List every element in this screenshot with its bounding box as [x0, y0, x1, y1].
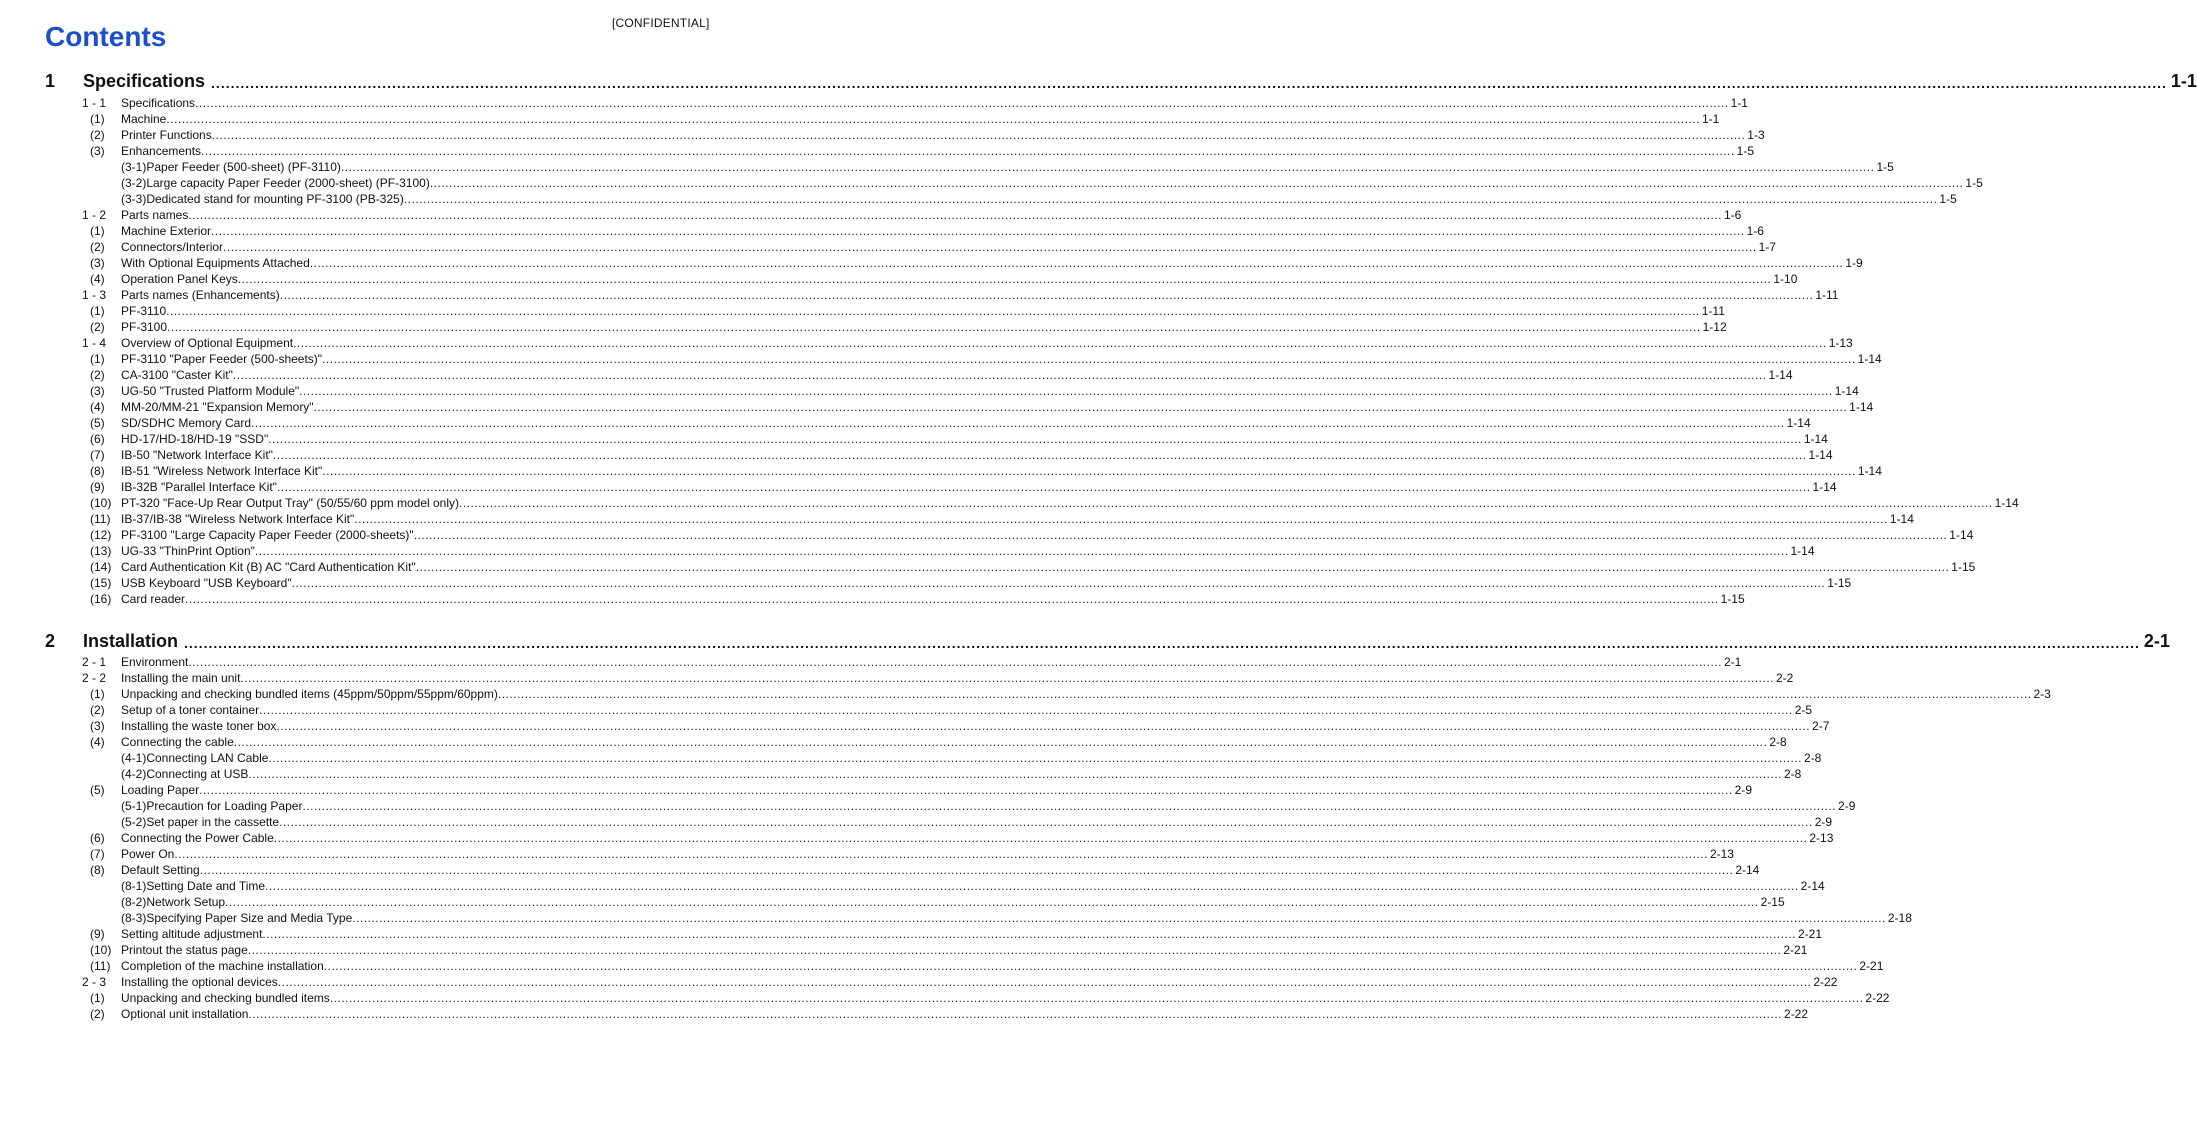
- dot-leader: ................................................................................................................................................................................................................................................................................................................................................................................................................: [248, 1007, 1783, 1021]
- entry-page: 1-14: [1786, 416, 1811, 430]
- entry-number: (1): [90, 304, 105, 318]
- toc-subitem[interactable]: [82, 190, 1957, 206]
- dot-leader: ................................................................................................................................................................................................................................................................................................................................................................................................................: [268, 751, 1803, 765]
- toc-item[interactable]: [82, 350, 1882, 366]
- toc-subitem[interactable]: [82, 797, 1856, 813]
- toc-item[interactable]: [82, 685, 2051, 701]
- dot-leader: ................................................................................................................................................................................................................................................................................................................................................................................................................: [211, 224, 1745, 238]
- dot-leader: ................................................................................................................................................................................................................................................................................................................................................................................................................: [413, 528, 1948, 542]
- entry-page: 2-2: [1776, 671, 1794, 685]
- toc-item[interactable]: [82, 941, 1808, 957]
- chapter-title: Specifications: [83, 71, 206, 91]
- entry-number: 2 - 2: [82, 671, 107, 685]
- entry-page: 2-9: [1814, 815, 1833, 829]
- entry-page: 1-3: [1747, 128, 1765, 142]
- entry-title: Connecting the cable: [121, 735, 234, 749]
- entry-number: (2): [90, 368, 105, 382]
- entry-number: (4): [90, 400, 105, 414]
- entry-title: (4-2)Connecting at USB: [121, 767, 249, 781]
- entry-page: 2-13: [1809, 831, 1834, 845]
- entry-title: SD/SDHC Memory Card: [121, 416, 252, 430]
- toc-subitem[interactable]: [82, 174, 1983, 190]
- entry-title: (8-3)Specifying Paper Size and Media Type: [121, 911, 353, 925]
- entry-number: (8): [90, 464, 105, 478]
- entry-title: Operation Panel Keys: [121, 272, 238, 286]
- toc-subitem[interactable]: [82, 893, 1785, 909]
- entry-title: Loading Paper: [121, 783, 200, 797]
- entry-number: 2 - 3: [82, 975, 107, 989]
- toc-item[interactable]: [82, 142, 1754, 158]
- entry-page: 2-8: [1784, 767, 1802, 781]
- entry-number: (1): [90, 991, 105, 1005]
- dot-leader: ................................................................................................................................................................................................................................................................................................................................................................................................................: [276, 719, 1811, 733]
- confidential-label: [CONFIDENTIAL]: [612, 16, 710, 30]
- toc-item[interactable]: [82, 382, 1859, 398]
- entry-title: Unpacking and checking bundled items: [121, 991, 330, 1005]
- entry-page: 1-13: [1828, 336, 1853, 350]
- toc-item[interactable]: [82, 414, 1811, 430]
- entry-title: PF-3110 "Paper Feeder (500-sheets)": [121, 352, 323, 366]
- page-title: Contents: [45, 21, 167, 52]
- dot-leader: ................................................................................................................................................................................................................................................................................................................................................................................................................: [329, 991, 1864, 1005]
- entry-page: 1-9: [1845, 256, 1863, 270]
- dot-leader: ................................................................................................................................................................................................................................................................................................................................................................................................................: [185, 592, 1719, 606]
- dot-leader: ................................................................................................................................................................................................................................................................................................................................................................................................................: [323, 959, 1858, 973]
- dot-leader: ................................................................................................................................................................................................................................................................................................................................................................................................................: [174, 847, 1708, 861]
- entry-page: 1-7: [1758, 240, 1776, 254]
- entry-title: Specifications: [121, 96, 196, 110]
- dot-leader: ................................................................................................................................................................................................................................................................................................................................................................................................................: [276, 480, 1811, 494]
- entry-number: (15): [90, 576, 112, 590]
- entry-page: 2-7: [1812, 719, 1830, 733]
- toc-section[interactable]: [82, 94, 1748, 110]
- entry-page: 1-14: [1949, 528, 1974, 542]
- entry-page: 2-9: [1734, 783, 1753, 797]
- dot-leader: ................................................................................................................................................................................................................................................................................................................................................................................................................: [291, 576, 1826, 590]
- toc-item[interactable]: [82, 430, 1828, 446]
- entry-page: 1-14: [1834, 384, 1859, 398]
- entry-number: (1): [90, 687, 105, 701]
- toc-item[interactable]: [82, 398, 1874, 414]
- dot-leader: ................................................................................................................................................................................................................................................................................................................................................................................................................: [211, 128, 1746, 142]
- toc-chapter[interactable]: [45, 628, 2170, 652]
- toc-item[interactable]: [82, 558, 1976, 574]
- entry-title: Parts names: [121, 208, 189, 222]
- entry-number: (3): [90, 144, 105, 158]
- entry-number: (13): [90, 544, 112, 558]
- dot-leader: ................................................................................................................................................................................................................................................................................................................................................................................................................: [259, 703, 1793, 717]
- entry-title: MM-20/MM-21 "Expansion Memory": [121, 400, 314, 414]
- entry-number: (3): [90, 256, 105, 270]
- entry-page: 1-15: [1720, 592, 1745, 606]
- entry-number: 1 - 1: [82, 96, 107, 110]
- entry-title: Power On: [121, 847, 175, 861]
- toc-subitem[interactable]: [82, 749, 1822, 765]
- dot-leader: ................................................................................................................................................................................................................................................................................................................................................................................................................: [211, 75, 2167, 91]
- entry-page: 1-1: [1701, 112, 1720, 126]
- entry-page: 1-5: [1736, 144, 1754, 158]
- dot-leader: ................................................................................................................................................................................................................................................................................................................................................................................................................: [184, 635, 2140, 651]
- entry-page: 1-15: [1951, 560, 1976, 574]
- toc-item[interactable]: [82, 302, 1725, 318]
- dot-leader: ................................................................................................................................................................................................................................................................................................................................................................................................................: [313, 400, 1848, 414]
- entry-number: (2): [90, 1007, 105, 1021]
- dot-leader: ................................................................................................................................................................................................................................................................................................................................................................................................................: [272, 448, 1807, 462]
- entry-title: Overview of Optional Equipment: [121, 336, 294, 350]
- entry-number: (6): [90, 831, 105, 845]
- toc-item[interactable]: [82, 717, 1830, 733]
- toc-subitem[interactable]: [82, 158, 1894, 174]
- entry-title: Parts names (Enhancements): [121, 288, 280, 302]
- toc-item[interactable]: [82, 989, 1890, 1005]
- toc-item[interactable]: [82, 829, 1834, 845]
- entry-title: Environment: [121, 655, 189, 669]
- dot-leader: ................................................................................................................................................................................................................................................................................................................................................................................................................: [279, 288, 1814, 302]
- chapter-number: 1: [45, 71, 56, 91]
- entry-number: (4): [90, 272, 105, 286]
- entry-title: (3-2)Large capacity Paper Feeder (2000-sheet) (PF-3100): [121, 176, 430, 190]
- toc-item[interactable]: [82, 1005, 1809, 1021]
- entry-page: 2-21: [1783, 943, 1808, 957]
- entry-page: 2-1: [1723, 655, 1742, 669]
- toc-item[interactable]: [82, 254, 1863, 270]
- entry-page: 1-14: [1768, 368, 1793, 382]
- entry-number: (2): [90, 128, 105, 142]
- entry-title: Setup of a toner container: [121, 703, 260, 717]
- toc-item[interactable]: [82, 510, 1914, 526]
- entry-number: (3): [90, 384, 105, 398]
- dot-leader: ................................................................................................................................................................................................................................................................................................................................................................................................................: [188, 655, 1722, 669]
- entry-title: Machine Exterior: [121, 224, 212, 238]
- entry-page: 2-22: [1784, 1007, 1809, 1021]
- toc-item[interactable]: [82, 861, 1760, 877]
- entry-number: (10): [90, 943, 112, 957]
- toc-item[interactable]: [82, 318, 1727, 334]
- entry-title: Optional unit installation: [121, 1007, 249, 1021]
- dot-leader: ................................................................................................................................................................................................................................................................................................................................................................................................................: [497, 687, 2032, 701]
- entry-number: (3): [90, 719, 105, 733]
- entry-title: UG-33 "ThinPrint Option": [121, 544, 255, 558]
- entry-number: (5): [90, 783, 105, 797]
- entry-page: 2-21: [1798, 927, 1823, 941]
- entry-number: (1): [90, 224, 105, 238]
- dot-leader: ................................................................................................................................................................................................................................................................................................................................................................................................................: [167, 320, 1701, 334]
- entry-page: 1-5: [1965, 176, 1983, 190]
- dot-leader: ................................................................................................................................................................................................................................................................................................................................................................................................................: [251, 416, 1785, 430]
- entry-title: (3-1)Paper Feeder (500-sheet) (PF-3110): [121, 160, 341, 174]
- entry-page: 1-11: [1701, 304, 1725, 318]
- entry-title: (4-1)Connecting LAN Cable: [121, 751, 269, 765]
- entry-title: (3-3)Dedicated stand for mounting PF-3100 (PB-325): [121, 192, 404, 206]
- entry-title: Card Authentication Kit (B) AC "Card Authentication Kit": [121, 560, 416, 574]
- entry-page: 1-5: [1939, 192, 1957, 206]
- chapter-number: 2: [45, 631, 56, 651]
- dot-leader: ................................................................................................................................................................................................................................................................................................................................................................................................................: [277, 975, 1812, 989]
- toc-item[interactable]: [82, 238, 1776, 254]
- entry-number: (8): [90, 863, 105, 877]
- dot-leader: ................................................................................................................................................................................................................................................................................................................................................................................................................: [262, 927, 1797, 941]
- chapter-page: 2-1: [2143, 631, 2170, 651]
- entry-title: (5-1)Precaution for Loading Paper: [121, 799, 303, 813]
- entry-number: (14): [90, 560, 112, 574]
- entry-page: 2-8: [1804, 751, 1822, 765]
- entry-title: (8-2)Network Setup: [121, 895, 226, 909]
- dot-leader: ................................................................................................................................................................................................................................................................................................................................................................................................................: [188, 208, 1722, 222]
- toc-item[interactable]: [82, 446, 1833, 462]
- entry-title: Installing the waste toner box: [121, 719, 277, 733]
- entry-number: (1): [90, 352, 105, 366]
- entry-page: 1-14: [1849, 400, 1874, 414]
- entry-number: 1 - 3: [82, 288, 107, 302]
- entry-title: With Optional Equipments Attached: [121, 256, 310, 270]
- entry-page: 1-14: [1857, 352, 1882, 366]
- entry-title: IB-50 "Network Interface Kit": [121, 448, 273, 462]
- dot-leader: ................................................................................................................................................................................................................................................................................................................................................................................................................: [247, 943, 1782, 957]
- dot-leader: ................................................................................................................................................................................................................................................................................................................................................................................................................: [199, 863, 1734, 877]
- entry-title: Connecting the Power Cable: [121, 831, 274, 845]
- toc-item[interactable]: [82, 366, 1793, 382]
- entry-title: Unpacking and checking bundled items (45ppm/50ppm/55ppm/60ppm): [121, 687, 498, 701]
- toc-item[interactable]: [82, 925, 1823, 941]
- toc-item[interactable]: [82, 781, 1753, 797]
- entry-title: UG-50 "Trusted Platform Module": [121, 384, 300, 398]
- toc-item[interactable]: [82, 478, 1837, 494]
- entry-number: (11): [90, 959, 111, 973]
- chapter-title: Installation: [83, 631, 179, 651]
- entry-page: 1-14: [1857, 464, 1882, 478]
- entry-page: 2-22: [1813, 975, 1838, 989]
- dot-leader: ................................................................................................................................................................................................................................................................................................................................................................................................................: [233, 735, 1768, 749]
- entry-number: (16): [90, 592, 112, 606]
- entry-page: 2-13: [1709, 847, 1734, 861]
- dot-leader: ................................................................................................................................................................................................................................................................................................................................................................................................................: [415, 560, 1950, 574]
- toc-item[interactable]: [82, 270, 1798, 286]
- dot-leader: ................................................................................................................................................................................................................................................................................................................................................................................................................: [302, 799, 1837, 813]
- entry-page: 2-22: [1865, 991, 1890, 1005]
- dot-leader: ................................................................................................................................................................................................................................................................................................................................................................................................................: [225, 895, 1759, 909]
- toc-section[interactable]: [82, 334, 1853, 350]
- entry-title: IB-32B "Parallel Interface Kit": [121, 480, 277, 494]
- toc-section[interactable]: [82, 669, 1794, 685]
- entry-page: 1-12: [1702, 320, 1727, 334]
- entry-title: Setting altitude adjustment: [121, 927, 263, 941]
- dot-leader: ................................................................................................................................................................................................................................................................................................................................................................................................................: [223, 240, 1757, 254]
- dot-leader: ................................................................................................................................................................................................................................................................................................................................................................................................................: [199, 783, 1733, 797]
- entry-number: (1): [90, 112, 105, 126]
- entry-number: (7): [90, 448, 105, 462]
- entry-number: (2): [90, 703, 105, 717]
- entry-title: PT-320 "Face-Up Rear Output Tray" (50/55/60 ppm model only): [121, 496, 460, 510]
- dot-leader: ................................................................................................................................................................................................................................................................................................................................................................................................................: [322, 464, 1856, 478]
- entry-number: (2): [90, 240, 105, 254]
- toc-item[interactable]: [82, 701, 1813, 717]
- toc-item[interactable]: [82, 957, 1884, 973]
- entry-number: (10): [90, 496, 112, 510]
- dot-leader: ................................................................................................................................................................................................................................................................................................................................................................................................................: [352, 911, 1886, 925]
- entry-page: 1-14: [1808, 448, 1833, 462]
- dot-leader: ................................................................................................................................................................................................................................................................................................................................................................................................................: [273, 831, 1808, 845]
- entry-page: 1-6: [1723, 208, 1742, 222]
- entry-page: 1-14: [1812, 480, 1837, 494]
- dot-leader: ................................................................................................................................................................................................................................................................................................................................................................................................................: [166, 304, 1700, 318]
- dot-leader: ................................................................................................................................................................................................................................................................................................................................................................................................................: [354, 512, 1888, 526]
- entry-page: 2-3: [2033, 687, 2051, 701]
- toc-subitem[interactable]: [82, 765, 1802, 781]
- entry-page: 2-9: [1838, 799, 1856, 813]
- entry-title: IB-37/IB-38 "Wireless Network Interface Kit": [121, 512, 355, 526]
- entry-number: (11): [90, 512, 111, 526]
- entry-number: (5): [90, 416, 105, 430]
- toc-section[interactable]: [82, 653, 1742, 669]
- toc-item[interactable]: [82, 845, 1734, 861]
- entry-title: Printout the status page: [121, 943, 248, 957]
- chapter-page: 1-1: [2170, 71, 2197, 91]
- entry-number: 2 - 1: [82, 655, 107, 669]
- entry-title: PF-3110: [121, 304, 167, 318]
- entry-title: CA-3100 "Caster Kit": [121, 368, 233, 382]
- entry-page: 1-10: [1773, 272, 1798, 286]
- entry-number: (4): [90, 735, 105, 749]
- entry-page: 1-14: [1889, 512, 1914, 526]
- entry-page: 1-14: [1994, 496, 2019, 510]
- dot-leader: ................................................................................................................................................................................................................................................................................................................................................................................................................: [403, 192, 1938, 206]
- toc-subitem[interactable]: [82, 909, 1912, 925]
- toc-item[interactable]: [82, 126, 1765, 142]
- entry-title: Machine: [121, 112, 167, 126]
- entry-title: Connectors/Interior: [121, 240, 224, 254]
- entry-page: 2-15: [1760, 895, 1785, 909]
- entry-title: Completion of the machine installation: [121, 959, 324, 973]
- entry-number: (12): [90, 528, 112, 542]
- entry-title: (8-1)Setting Date and Time: [121, 879, 266, 893]
- toc-chapter[interactable]: [45, 68, 2197, 92]
- dot-leader: ................................................................................................................................................................................................................................................................................................................................................................................................................: [309, 256, 1844, 270]
- entry-title: IB-51 "Wireless Network Interface Kit": [121, 464, 323, 478]
- dot-leader: ................................................................................................................................................................................................................................................................................................................................................................................................................: [322, 352, 1856, 366]
- toc-section[interactable]: [82, 206, 1742, 222]
- dot-leader: ................................................................................................................................................................................................................................................................................................................................................................................................................: [340, 160, 1875, 174]
- dot-leader: ................................................................................................................................................................................................................................................................................................................................................................................................................: [232, 368, 1767, 382]
- entry-page: 2-14: [1735, 863, 1760, 877]
- dot-leader: ................................................................................................................................................................................................................................................................................................................................................................................................................: [459, 496, 1993, 510]
- toc-subitem[interactable]: [82, 877, 1825, 893]
- toc-item[interactable]: [82, 574, 1852, 590]
- toc-item[interactable]: [82, 733, 1787, 749]
- toc-item[interactable]: [82, 222, 1764, 238]
- entry-number: (7): [90, 847, 105, 861]
- dot-leader: ................................................................................................................................................................................................................................................................................................................................................................................................................: [429, 176, 1964, 190]
- entry-title: HD-17/HD-18/HD-19 "SSD": [121, 432, 269, 446]
- entry-page: 1-15: [1827, 576, 1852, 590]
- dot-leader: ................................................................................................................................................................................................................................................................................................................................................................................................................: [268, 432, 1802, 446]
- entry-title: Card reader: [121, 592, 186, 606]
- entry-number: 1 - 4: [82, 336, 107, 350]
- entry-page: 1-6: [1746, 224, 1764, 238]
- dot-leader: ................................................................................................................................................................................................................................................................................................................................................................................................................: [240, 671, 1774, 685]
- dot-leader: ................................................................................................................................................................................................................................................................................................................................................................................................................: [201, 144, 1735, 158]
- entry-title: Default Setting: [121, 863, 200, 877]
- entry-title: Installing the optional devices: [121, 975, 278, 989]
- dot-leader: ................................................................................................................................................................................................................................................................................................................................................................................................................: [195, 96, 1729, 110]
- dot-leader: ................................................................................................................................................................................................................................................................................................................................................................................................................: [237, 272, 1772, 286]
- entry-number: (9): [90, 480, 105, 494]
- entry-page: 2-8: [1769, 735, 1787, 749]
- entry-number: (6): [90, 432, 105, 446]
- toc-item[interactable]: [82, 590, 1745, 606]
- entry-page: 2-14: [1800, 879, 1825, 893]
- dot-leader: ................................................................................................................................................................................................................................................................................................................................................................................................................: [254, 544, 1789, 558]
- dot-leader: ................................................................................................................................................................................................................................................................................................................................................................................................................: [293, 336, 1827, 350]
- entry-title: Printer Functions: [121, 128, 212, 142]
- entry-page: 1-14: [1803, 432, 1828, 446]
- entry-title: USB Keyboard "USB Keyboard": [121, 576, 292, 590]
- entry-title: Installing the main unit: [121, 671, 241, 685]
- entry-number: 1 - 2: [82, 208, 107, 222]
- dot-leader: ................................................................................................................................................................................................................................................................................................................................................................................................................: [299, 384, 1833, 398]
- toc-item[interactable]: [82, 462, 1882, 478]
- entry-page: 1-14: [1790, 544, 1815, 558]
- dot-leader: ................................................................................................................................................................................................................................................................................................................................................................................................................: [265, 879, 1799, 893]
- entry-title: PF-3100: [121, 320, 168, 334]
- entry-page: 2-18: [1887, 911, 1912, 925]
- entry-page: 2-21: [1859, 959, 1884, 973]
- toc-item[interactable]: [82, 526, 1974, 542]
- entry-page: 2-5: [1794, 703, 1813, 717]
- toc-item[interactable]: [82, 542, 1815, 558]
- entry-title: PF-3100 "Large Capacity Paper Feeder (2000-sheets)": [121, 528, 414, 542]
- dot-leader: ................................................................................................................................................................................................................................................................................................................................................................................................................: [166, 112, 1700, 126]
- entry-title: (5-2)Set paper in the cassette: [121, 815, 280, 829]
- dot-leader: ................................................................................................................................................................................................................................................................................................................................................................................................................: [279, 815, 1813, 829]
- toc-section[interactable]: [82, 973, 1838, 989]
- entry-number: (9): [90, 927, 105, 941]
- entry-page: 1-1: [1730, 96, 1748, 110]
- entry-title: Enhancements: [121, 144, 202, 158]
- entry-number: (2): [90, 320, 105, 334]
- entry-page: 1-5: [1876, 160, 1894, 174]
- toc-item[interactable]: [82, 110, 1720, 126]
- toc-section[interactable]: [82, 286, 1839, 302]
- toc-subitem[interactable]: [82, 813, 1833, 829]
- dot-leader: ................................................................................................................................................................................................................................................................................................................................................................................................................: [248, 767, 1782, 781]
- entry-page: 1-11: [1815, 288, 1839, 302]
- toc-item[interactable]: [82, 494, 2019, 510]
